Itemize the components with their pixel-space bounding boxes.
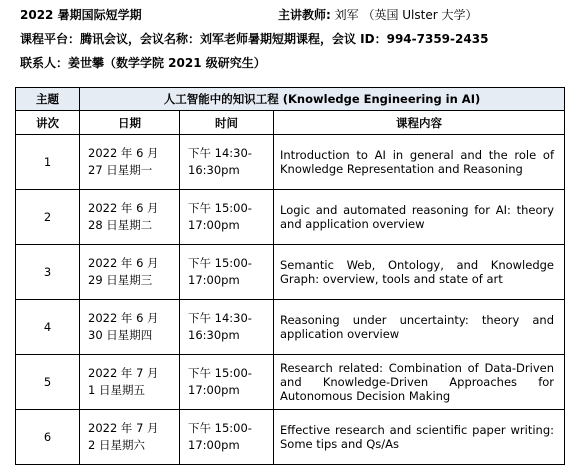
contact-info: 联系人：姜世攀（数学学院 2021 级研究生） [20, 56, 266, 70]
lecture-date: 2022 年 6 月 30 日星期四 [88, 311, 159, 342]
lecture-content: Introduction to AI in general and the role of Knowledge Representation and Reasoning [274, 135, 565, 190]
column-header-content: 课程内容 [274, 111, 565, 135]
lecturer-value: 刘军 （英国 Ulster 大学） [330, 8, 478, 22]
column-header-row [16, 111, 565, 135]
schedule-table [15, 87, 565, 465]
lecture-number: 5 [16, 355, 80, 410]
column-header-num: 讲次 [16, 111, 80, 135]
lecture-date: 2022 年 6 月 27 日星期一 [88, 146, 159, 177]
column-header-time: 时间 [180, 111, 274, 135]
lecture-date: 2022 年 6 月 28 日星期二 [88, 201, 159, 232]
lecture-date: 2022 年 6 月 29 日星期三 [88, 256, 159, 287]
lecture-content: Logic and automated reasoning for AI: theory and application overview [274, 190, 565, 245]
lecture-date: 2022 年 7 月 1 日星期五 [88, 366, 159, 397]
table-row [16, 300, 565, 355]
lecturer-label: 主讲教师: [278, 8, 331, 22]
lecture-date: 2022 年 7 月 2 日星期六 [88, 421, 159, 452]
lecture-content: Reasoning under uncertainty: theory and application overview [274, 300, 565, 355]
lecturer [278, 7, 477, 23]
lecture-time: 下午 15:00- 17:00pm [188, 256, 252, 287]
lecture-time: 下午 15:00- 17:00pm [188, 201, 252, 232]
topic-title: 人工智能中的知识工程 (Knowledge Engineering in AI) [80, 88, 565, 111]
lecture-number: 6 [16, 410, 80, 465]
lecture-content: Effective research and scientific paper writing: Some tips and Qs/As [274, 410, 565, 465]
platform-info: 课程平台：腾讯会议，会议名称：刘军老师暑期短期课程，会议 ID：994-7359-2435 [20, 32, 489, 46]
table-row [16, 135, 565, 190]
lecture-number: 1 [16, 135, 80, 190]
lecture-time: 下午 14:30- 16:30pm [188, 311, 252, 342]
column-header-date: 日期 [80, 111, 180, 135]
lecture-number: 2 [16, 190, 80, 245]
table-row [16, 355, 565, 410]
topic-label: 主题 [16, 88, 80, 111]
table-row [16, 410, 565, 465]
lecture-content: Research related: Combination of Data-Driven and Knowledge-Driven Approaches for Autonomous Decision Making [274, 355, 565, 410]
program-title: 2022 暑期国际短学期 [20, 8, 142, 22]
lecture-number: 4 [16, 300, 80, 355]
lecture-time: 下午 14:30- 16:30pm [188, 146, 252, 177]
lecture-content: Semantic Web, Ontology, and Knowledge Graph: overview, tools and state of art [274, 245, 565, 300]
lecture-time: 下午 15:00- 17:00pm [188, 421, 252, 452]
lecture-number: 3 [16, 245, 80, 300]
topic-row [16, 88, 565, 111]
header-line-1 [20, 7, 478, 23]
lecture-time: 下午 15:00- 17:00pm [188, 366, 252, 397]
table-row [16, 245, 565, 300]
table-row [16, 190, 565, 245]
